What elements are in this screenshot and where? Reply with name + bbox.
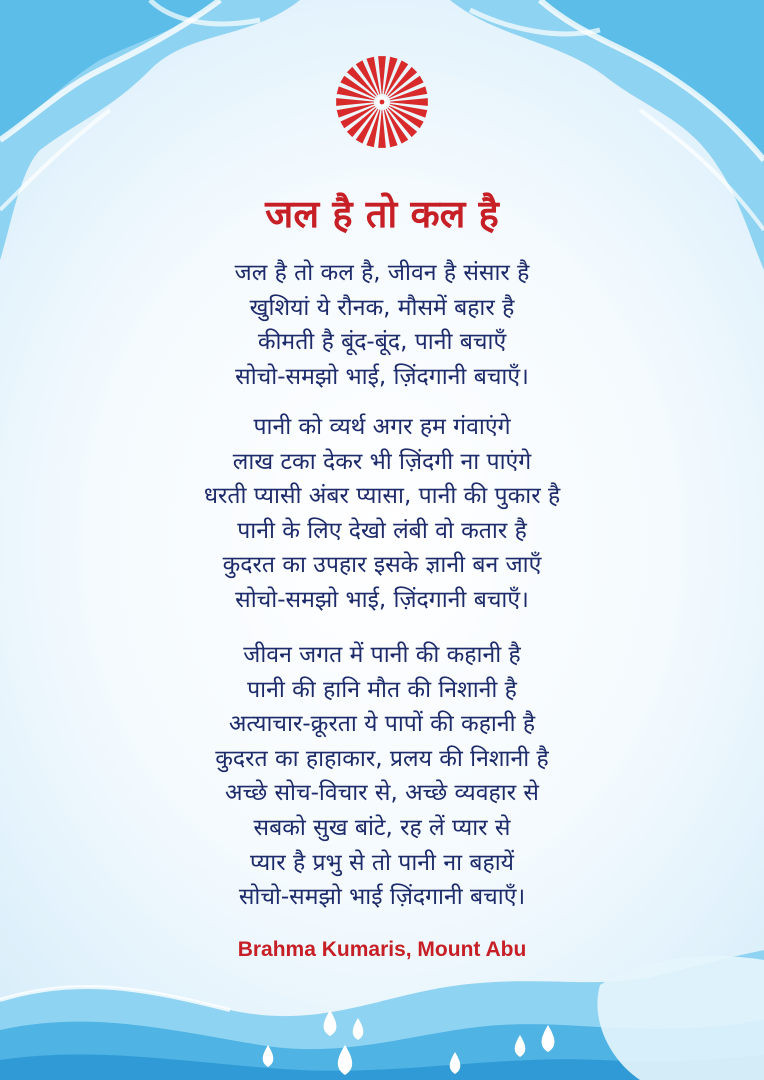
poem-line: अच्छे सोच-विचार से, अच्छे व्यवहार से (225, 780, 539, 807)
poem-line: खुशियां ये रौनक, मौसमें बहार है (249, 294, 515, 321)
poem-line: सोचो-समझो भाई, ज़िंदगानी बचाएँ। (235, 363, 529, 390)
poem-line: अत्याचार-क्रूरता ये पापों की कहानी है (228, 711, 536, 738)
sun-ray (390, 98, 428, 106)
poem-line: कुदरत का हाहाकार, प्रलय की निशानी है (215, 745, 549, 772)
poem-line: जल है तो कल है, जीवन है संसार है (234, 260, 530, 286)
poem-line: पानी को व्यर्थ अगर हम गंवाएंगे (253, 414, 511, 440)
stanza-3 (0, 638, 764, 915)
poem-line: लाख टका देकर भी ज़िंदगी ना पाएंगे (232, 448, 532, 475)
poem-line: सोचो-समझो भाई ज़िंदगानी बचाएँ। (238, 884, 526, 911)
poem-line: कुदरत का उपहार इसके ज्ञानी बन जाएँ (222, 552, 542, 579)
poem-line: पानी के लिए देखो लंबी वो कतार है (237, 517, 527, 544)
sun-rays-logo-icon (334, 54, 430, 150)
poem-line: जीवन जगत में पानी की कहानी है (243, 642, 521, 668)
poem-line: धरती प्यासी अंबर प्यासा, पानी की पुकार है (203, 483, 561, 510)
poem-title: जल है तो कल है (265, 191, 499, 236)
sun-ray (378, 110, 386, 148)
poem-line: पानी की हानि मौत की निशानी है (247, 676, 517, 703)
poem-line: कीमती है बूंद-बूंद, पानी बचाएँ (257, 329, 507, 356)
stanza-1 (0, 256, 764, 394)
author-credit: Brahma Kumaris, Mount Abu (237, 938, 527, 961)
poem-line: प्यार है प्रभु से तो पानी ना बहायें (250, 849, 514, 876)
sun-ray (378, 56, 386, 94)
stanza-2 (0, 410, 764, 618)
poem-line: सबको सुख बांटे, रह लें प्यार से (253, 814, 511, 841)
poem-line: सोचो-समझो भाई, ज़िंदगानी बचाएँ। (235, 586, 529, 613)
sun-ray (336, 98, 374, 106)
water-splash-icon (0, 950, 764, 1080)
